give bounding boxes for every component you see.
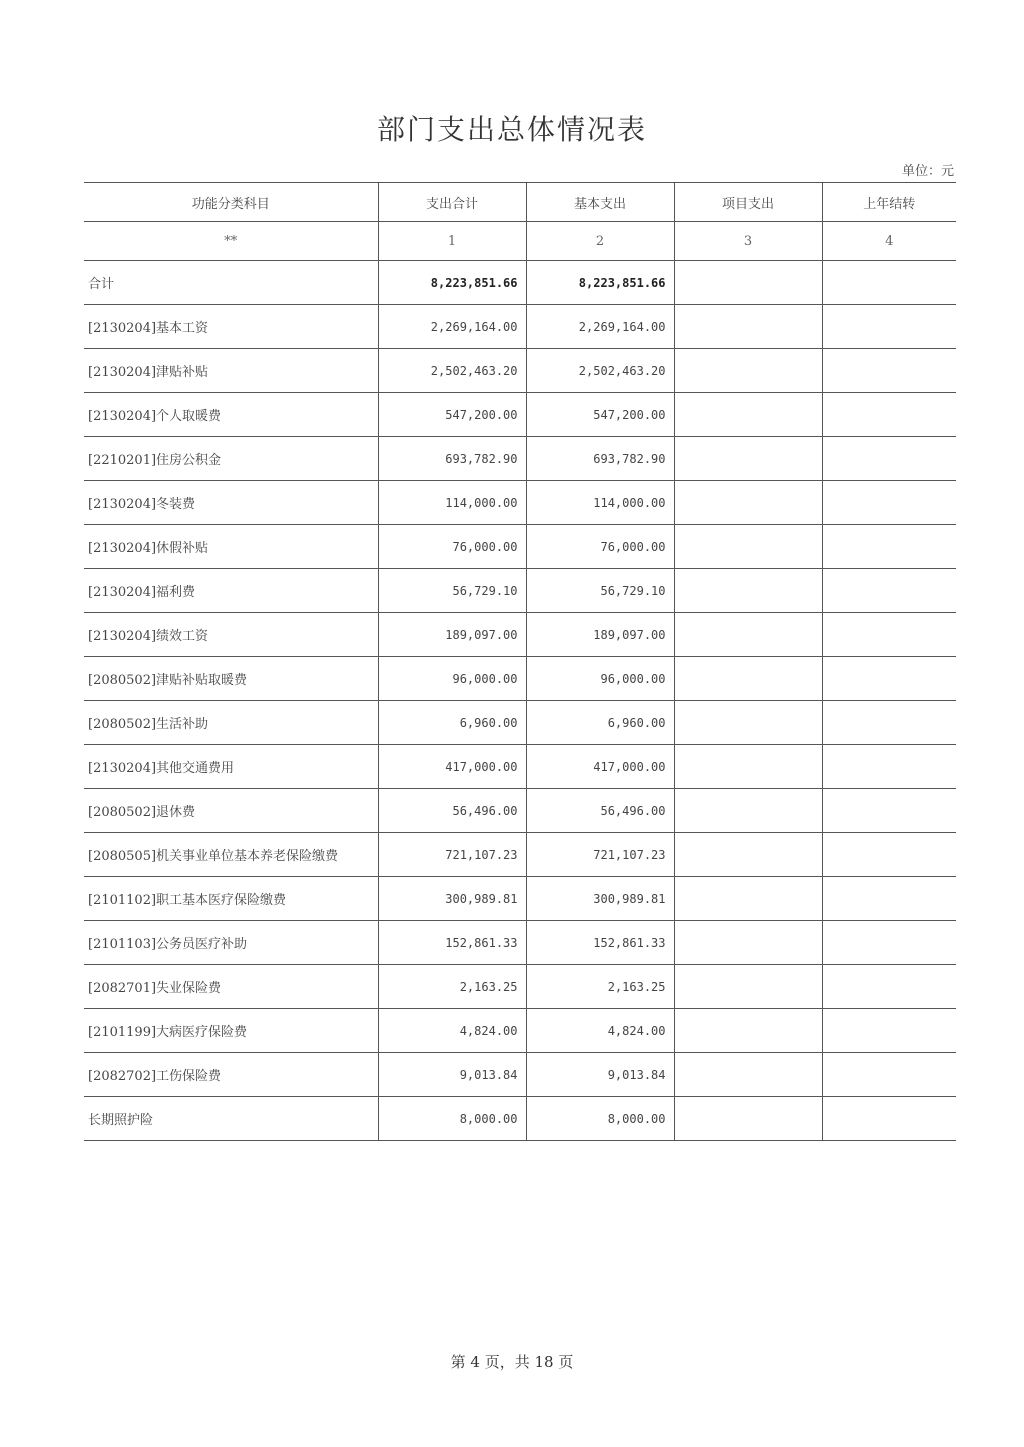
- table-row: [84, 525, 956, 569]
- row-basic: 114,000.00: [526, 481, 674, 525]
- header-category: 功能分类科目: [84, 183, 378, 222]
- row-name: [2130204]其他交通费用: [84, 745, 378, 789]
- row-basic: 2,269,164.00: [526, 305, 674, 349]
- row-basic: 547,200.00: [526, 393, 674, 437]
- header-carryover: 上年结转: [822, 183, 956, 222]
- row-carryover: [822, 613, 956, 657]
- row-carryover: [822, 569, 956, 613]
- row-project: [674, 525, 822, 569]
- row-total: 693,782.90: [378, 437, 526, 481]
- table-row: [84, 437, 956, 481]
- row-total: 8,223,851.66: [378, 261, 526, 305]
- table-row: [84, 393, 956, 437]
- row-basic: 2,163.25: [526, 965, 674, 1009]
- page-footer: 第 4 页，共 18 页: [450, 1353, 574, 1371]
- row-name: [2101103]公务员医疗补助: [84, 921, 378, 965]
- row-project: [674, 349, 822, 393]
- table-row: [84, 965, 956, 1009]
- table-row-total: [84, 261, 956, 305]
- row-carryover: [822, 921, 956, 965]
- index-cell: 2: [526, 222, 674, 261]
- row-basic: 8,000.00: [526, 1097, 674, 1141]
- row-total: 6,960.00: [378, 701, 526, 745]
- row-total: 114,000.00: [378, 481, 526, 525]
- header-basic: 基本支出: [526, 183, 674, 222]
- table-row: [84, 349, 956, 393]
- table-row: [84, 701, 956, 745]
- row-carryover: [822, 789, 956, 833]
- row-total: 547,200.00: [378, 393, 526, 437]
- row-basic: 721,107.23: [526, 833, 674, 877]
- row-project: [674, 261, 822, 305]
- row-basic: 2,502,463.20: [526, 349, 674, 393]
- table-row: [84, 789, 956, 833]
- row-basic: 56,496.00: [526, 789, 674, 833]
- table-row: [84, 745, 956, 789]
- row-project: [674, 481, 822, 525]
- row-basic: 9,013.84: [526, 1053, 674, 1097]
- row-basic: 693,782.90: [526, 437, 674, 481]
- row-project: [674, 305, 822, 349]
- table-row: [84, 613, 956, 657]
- index-cell: 1: [378, 222, 526, 261]
- row-total: 9,013.84: [378, 1053, 526, 1097]
- row-carryover: [822, 965, 956, 1009]
- table-row: [84, 481, 956, 525]
- row-basic: 300,989.81: [526, 877, 674, 921]
- row-carryover: [822, 657, 956, 701]
- row-total: 152,861.33: [378, 921, 526, 965]
- page-title: 部门支出总体情况表: [376, 113, 647, 146]
- row-carryover: [822, 1009, 956, 1053]
- row-basic: 417,000.00: [526, 745, 674, 789]
- row-name: [2130204]福利费: [84, 569, 378, 613]
- row-project: [674, 877, 822, 921]
- row-total: 56,729.10: [378, 569, 526, 613]
- row-project: [674, 1009, 822, 1053]
- row-total: 2,163.25: [378, 965, 526, 1009]
- index-cell: 3: [674, 222, 822, 261]
- row-project: [674, 393, 822, 437]
- row-project: [674, 1053, 822, 1097]
- row-project: [674, 789, 822, 833]
- row-basic: 6,960.00: [526, 701, 674, 745]
- row-project: [674, 921, 822, 965]
- expenditure-table: [84, 182, 956, 1141]
- header-row: [84, 183, 956, 222]
- row-total: 300,989.81: [378, 877, 526, 921]
- row-name: [2130204]冬装费: [84, 481, 378, 525]
- row-carryover: [822, 305, 956, 349]
- row-project: [674, 437, 822, 481]
- row-basic: 76,000.00: [526, 525, 674, 569]
- row-project: [674, 965, 822, 1009]
- table-row: [84, 569, 956, 613]
- row-total: 2,502,463.20: [378, 349, 526, 393]
- row-name: [2101199]大病医疗保险费: [84, 1009, 378, 1053]
- row-carryover: [822, 877, 956, 921]
- table-row: [84, 1009, 956, 1053]
- row-project: [674, 833, 822, 877]
- row-name: [2210201]住房公积金: [84, 437, 378, 481]
- table-row: [84, 1053, 956, 1097]
- row-basic: 56,729.10: [526, 569, 674, 613]
- row-total: 721,107.23: [378, 833, 526, 877]
- row-name: 合计: [84, 261, 378, 305]
- row-basic: 96,000.00: [526, 657, 674, 701]
- row-carryover: [822, 481, 956, 525]
- row-basic: 8,223,851.66: [526, 261, 674, 305]
- header-project: 项目支出: [674, 183, 822, 222]
- table-row: [84, 921, 956, 965]
- table-row: [84, 305, 956, 349]
- row-carryover: [822, 745, 956, 789]
- row-carryover: [822, 1097, 956, 1141]
- row-total: 4,824.00: [378, 1009, 526, 1053]
- row-name: 长期照护险: [84, 1097, 378, 1141]
- row-name: [2082701]失业保险费: [84, 965, 378, 1009]
- row-name: [2130204]津贴补贴: [84, 349, 378, 393]
- row-name: [2101102]职工基本医疗保险缴费: [84, 877, 378, 921]
- row-basic: 189,097.00: [526, 613, 674, 657]
- index-cell: **: [84, 222, 378, 261]
- row-total: 8,000.00: [378, 1097, 526, 1141]
- row-total: 189,097.00: [378, 613, 526, 657]
- row-carryover: [822, 525, 956, 569]
- index-cell: 4: [822, 222, 956, 261]
- row-basic: 4,824.00: [526, 1009, 674, 1053]
- row-name: [2080502]津贴补贴取暖费: [84, 657, 378, 701]
- table-row: [84, 657, 956, 701]
- row-total: 96,000.00: [378, 657, 526, 701]
- row-name: [2130204]休假补贴: [84, 525, 378, 569]
- row-project: [674, 657, 822, 701]
- row-project: [674, 569, 822, 613]
- row-total: 2,269,164.00: [378, 305, 526, 349]
- row-carryover: [822, 701, 956, 745]
- row-project: [674, 701, 822, 745]
- row-name: [2082702]工伤保险费: [84, 1053, 378, 1097]
- table-body: [84, 261, 956, 1141]
- row-total: 56,496.00: [378, 789, 526, 833]
- table-row: [84, 833, 956, 877]
- row-project: [674, 613, 822, 657]
- row-total: 417,000.00: [378, 745, 526, 789]
- row-basic: 152,861.33: [526, 921, 674, 965]
- unit-label: 单位：元: [901, 164, 954, 179]
- row-carryover: [822, 437, 956, 481]
- row-name: [2080502]退休费: [84, 789, 378, 833]
- header-total: 支出合计: [378, 183, 526, 222]
- row-name: [2080502]生活补助: [84, 701, 378, 745]
- row-total: 76,000.00: [378, 525, 526, 569]
- row-carryover: [822, 393, 956, 437]
- row-project: [674, 745, 822, 789]
- row-name: [2130204]基本工资: [84, 305, 378, 349]
- row-carryover: [822, 833, 956, 877]
- row-project: [674, 1097, 822, 1141]
- row-name: [2080505]机关事业单位基本养老保险缴费: [84, 833, 378, 877]
- index-row: [84, 222, 956, 261]
- row-carryover: [822, 261, 956, 305]
- row-carryover: [822, 1053, 956, 1097]
- row-name: [2130204]个人取暖费: [84, 393, 378, 437]
- row-carryover: [822, 349, 956, 393]
- table-row: [84, 1097, 956, 1141]
- table-row: [84, 877, 956, 921]
- row-name: [2130204]绩效工资: [84, 613, 378, 657]
